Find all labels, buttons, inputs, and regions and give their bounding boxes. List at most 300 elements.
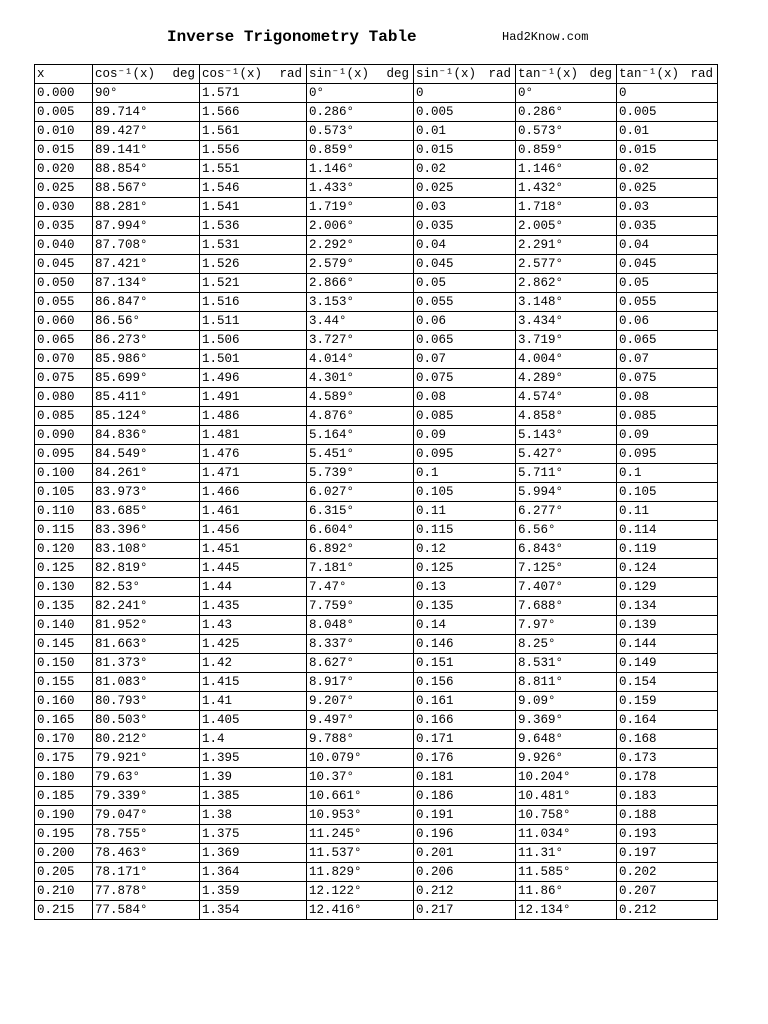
- table-cell: 0°: [307, 84, 414, 103]
- table-cell: 0.075: [414, 369, 516, 388]
- table-cell: 0.05: [414, 274, 516, 293]
- table-cell: 0.859°: [516, 141, 617, 160]
- table-row: [35, 103, 718, 122]
- table-row: [35, 863, 718, 882]
- table-cell: 2.577°: [516, 255, 617, 274]
- table-cell: 0.055: [617, 293, 718, 312]
- table-cell: 0.01: [414, 122, 516, 141]
- table-cell: 80.503°: [93, 711, 200, 730]
- table-cell: 12.134°: [516, 901, 617, 920]
- table-cell: 0.185: [35, 787, 93, 806]
- table-cell: 83.396°: [93, 521, 200, 540]
- table-cell: 0.065: [414, 331, 516, 350]
- table-cell: 5.994°: [516, 483, 617, 502]
- table-row: [35, 616, 718, 635]
- page-title: Inverse Trigonometry Table: [167, 28, 417, 46]
- table-cell: 1.481: [200, 426, 307, 445]
- table-cell: 88.854°: [93, 160, 200, 179]
- table-cell: 5.164°: [307, 426, 414, 445]
- table-cell: 0.175: [35, 749, 93, 768]
- table-cell: 12.416°: [307, 901, 414, 920]
- table-cell: 0: [414, 84, 516, 103]
- table-cell: 0.176: [414, 749, 516, 768]
- table-row: [35, 179, 718, 198]
- table-cell: 0.573°: [516, 122, 617, 141]
- table-cell: 0.07: [414, 350, 516, 369]
- table-cell: 0.015: [617, 141, 718, 160]
- table-cell: 0.035: [414, 217, 516, 236]
- table-cell: 1.359: [200, 882, 307, 901]
- table-cell: 0.005: [617, 103, 718, 122]
- table-cell: 0.090: [35, 426, 93, 445]
- column-header-acos-deg: cos⁻¹(x) deg: [93, 65, 200, 84]
- table-cell: 79.63°: [93, 768, 200, 787]
- table-cell: 11.537°: [307, 844, 414, 863]
- table-cell: 0.005: [35, 103, 93, 122]
- table-cell: 1.571: [200, 84, 307, 103]
- column-header-atan-rad: tan⁻¹(x) rad: [617, 65, 718, 84]
- table-cell: 0.1: [414, 464, 516, 483]
- table-cell: 0.183: [617, 787, 718, 806]
- table-cell: 5.711°: [516, 464, 617, 483]
- table-row: [35, 255, 718, 274]
- table-cell: 0.173: [617, 749, 718, 768]
- table-cell: 1.39: [200, 768, 307, 787]
- table-cell: 9.788°: [307, 730, 414, 749]
- table-cell: 79.339°: [93, 787, 200, 806]
- inverse-trig-table: [34, 64, 718, 920]
- table-cell: 0.188: [617, 806, 718, 825]
- table-row: [35, 749, 718, 768]
- table-cell: 0.140: [35, 616, 93, 635]
- table-cell: 1.556: [200, 141, 307, 160]
- table-cell: 7.97°: [516, 616, 617, 635]
- table-cell: 0.015: [414, 141, 516, 160]
- table-row: [35, 711, 718, 730]
- table-cell: 78.463°: [93, 844, 200, 863]
- table-cell: 0.060: [35, 312, 93, 331]
- table-cell: 5.427°: [516, 445, 617, 464]
- table-cell: 6.892°: [307, 540, 414, 559]
- table-cell: 0.13: [414, 578, 516, 597]
- table-cell: 83.108°: [93, 540, 200, 559]
- table-cell: 0.146: [414, 635, 516, 654]
- table-cell: 8.811°: [516, 673, 617, 692]
- table-cell: 1.719°: [307, 198, 414, 217]
- table-cell: 0.005: [414, 103, 516, 122]
- table-row: [35, 388, 718, 407]
- table-row: [35, 141, 718, 160]
- table-cell: 0.202: [617, 863, 718, 882]
- table-cell: 1.4: [200, 730, 307, 749]
- table-cell: 0.115: [414, 521, 516, 540]
- table-cell: 0.150: [35, 654, 93, 673]
- table-cell: 1.41: [200, 692, 307, 711]
- table-cell: 1.486: [200, 407, 307, 426]
- table-cell: 1.541: [200, 198, 307, 217]
- table-cell: 0.07: [617, 350, 718, 369]
- table-body: [35, 84, 718, 920]
- table-cell: 89.427°: [93, 122, 200, 141]
- table-row: [35, 274, 718, 293]
- table-cell: 7.407°: [516, 578, 617, 597]
- table-cell: 83.973°: [93, 483, 200, 502]
- table-cell: 81.663°: [93, 635, 200, 654]
- table-cell: 0.180: [35, 768, 93, 787]
- table-cell: 0.168: [617, 730, 718, 749]
- table-row: [35, 730, 718, 749]
- table-row: [35, 369, 718, 388]
- table-cell: 9.369°: [516, 711, 617, 730]
- table-row: [35, 293, 718, 312]
- table-cell: 0.14: [414, 616, 516, 635]
- table-cell: 0.105: [414, 483, 516, 502]
- table-cell: 11.86°: [516, 882, 617, 901]
- table-cell: 88.567°: [93, 179, 200, 198]
- table-cell: 82.241°: [93, 597, 200, 616]
- table-cell: 8.337°: [307, 635, 414, 654]
- table-cell: 0.135: [414, 597, 516, 616]
- table-cell: 1.456: [200, 521, 307, 540]
- table-cell: 81.373°: [93, 654, 200, 673]
- table-cell: 81.083°: [93, 673, 200, 692]
- table-cell: 0.000: [35, 84, 93, 103]
- table-cell: 1.476: [200, 445, 307, 464]
- table-row: [35, 901, 718, 920]
- table-cell: 11.034°: [516, 825, 617, 844]
- table-cell: 0.207: [617, 882, 718, 901]
- table-cell: 6.604°: [307, 521, 414, 540]
- table-cell: 0.110: [35, 502, 93, 521]
- table-cell: 0.045: [414, 255, 516, 274]
- table-cell: 0.035: [617, 217, 718, 236]
- table-cell: 3.727°: [307, 331, 414, 350]
- table-row: [35, 692, 718, 711]
- table-cell: 1.526: [200, 255, 307, 274]
- table-cell: 7.688°: [516, 597, 617, 616]
- table-cell: 78.171°: [93, 863, 200, 882]
- table-cell: 0.114: [617, 521, 718, 540]
- table-cell: 1.38: [200, 806, 307, 825]
- table-cell: 7.181°: [307, 559, 414, 578]
- table-cell: 0.055: [35, 293, 93, 312]
- table-cell: 1.432°: [516, 179, 617, 198]
- table-cell: 0.166: [414, 711, 516, 730]
- table-cell: 1.375: [200, 825, 307, 844]
- table-cell: 0.125: [414, 559, 516, 578]
- table-row: [35, 445, 718, 464]
- table-cell: 1.471: [200, 464, 307, 483]
- table-cell: 0.196: [414, 825, 516, 844]
- table-cell: 1.561: [200, 122, 307, 141]
- table-cell: 2.579°: [307, 255, 414, 274]
- table-cell: 4.004°: [516, 350, 617, 369]
- table-cell: 8.917°: [307, 673, 414, 692]
- table-cell: 0.085: [35, 407, 93, 426]
- table-cell: 89.141°: [93, 141, 200, 160]
- table-cell: 1.385: [200, 787, 307, 806]
- table-cell: 1.425: [200, 635, 307, 654]
- table-cell: 0.130: [35, 578, 93, 597]
- table-cell: 1.433°: [307, 179, 414, 198]
- table-cell: 4.876°: [307, 407, 414, 426]
- table-cell: 0.085: [414, 407, 516, 426]
- table-row: [35, 331, 718, 350]
- table-cell: 0.095: [414, 445, 516, 464]
- table-cell: 78.755°: [93, 825, 200, 844]
- table-cell: 6.027°: [307, 483, 414, 502]
- table-cell: 0.095: [617, 445, 718, 464]
- table-row: [35, 312, 718, 331]
- table-cell: 10.758°: [516, 806, 617, 825]
- table-cell: 0.04: [414, 236, 516, 255]
- table-cell: 11.829°: [307, 863, 414, 882]
- table-cell: 0.1: [617, 464, 718, 483]
- table-cell: 0.075: [617, 369, 718, 388]
- table-cell: 0.065: [617, 331, 718, 350]
- table-header-row: [35, 65, 718, 84]
- table-cell: 0.115: [35, 521, 93, 540]
- table-row: [35, 787, 718, 806]
- column-header-asin-deg: sin⁻¹(x) deg: [307, 65, 414, 84]
- table-row: [35, 483, 718, 502]
- table-cell: 1.451: [200, 540, 307, 559]
- table-cell: 1.551: [200, 160, 307, 179]
- table-row: [35, 407, 718, 426]
- table-cell: 1.146°: [307, 160, 414, 179]
- table-cell: 84.261°: [93, 464, 200, 483]
- table-cell: 0.286°: [307, 103, 414, 122]
- table-cell: 8.531°: [516, 654, 617, 673]
- table-cell: 0.08: [617, 388, 718, 407]
- table-cell: 10.37°: [307, 768, 414, 787]
- table-row: [35, 806, 718, 825]
- table-cell: 84.549°: [93, 445, 200, 464]
- table-cell: 1.501: [200, 350, 307, 369]
- table-cell: 0.135: [35, 597, 93, 616]
- table-cell: 79.921°: [93, 749, 200, 768]
- table-cell: 1.466: [200, 483, 307, 502]
- table-cell: 8.25°: [516, 635, 617, 654]
- table-cell: 5.143°: [516, 426, 617, 445]
- table-cell: 0.095: [35, 445, 93, 464]
- table-cell: 7.759°: [307, 597, 414, 616]
- table-cell: 0.100: [35, 464, 93, 483]
- table-cell: 1.516: [200, 293, 307, 312]
- table-cell: 2.862°: [516, 274, 617, 293]
- table-cell: 7.47°: [307, 578, 414, 597]
- table-cell: 0°: [516, 84, 617, 103]
- table-cell: 0.075: [35, 369, 93, 388]
- table-cell: 0.573°: [307, 122, 414, 141]
- table-cell: 0.070: [35, 350, 93, 369]
- table-cell: 0.217: [414, 901, 516, 920]
- site-name: Had2Know.com: [502, 30, 589, 44]
- table-cell: 4.858°: [516, 407, 617, 426]
- table-row: [35, 654, 718, 673]
- table-cell: 0.03: [617, 198, 718, 217]
- table-cell: 1.506: [200, 331, 307, 350]
- table-cell: 0.859°: [307, 141, 414, 160]
- table-cell: 0.159: [617, 692, 718, 711]
- table-cell: 81.952°: [93, 616, 200, 635]
- table-cell: 2.005°: [516, 217, 617, 236]
- table-row: [35, 521, 718, 540]
- table-cell: 0.015: [35, 141, 93, 160]
- table-cell: 9.648°: [516, 730, 617, 749]
- table-cell: 87.708°: [93, 236, 200, 255]
- column-header-x: x: [35, 65, 93, 84]
- table-cell: 0.025: [414, 179, 516, 198]
- table-cell: 0.151: [414, 654, 516, 673]
- table-row: [35, 236, 718, 255]
- table-cell: 1.42: [200, 654, 307, 673]
- table-cell: 6.843°: [516, 540, 617, 559]
- table-cell: 80.793°: [93, 692, 200, 711]
- table-cell: 83.685°: [93, 502, 200, 521]
- table-cell: 0.161: [414, 692, 516, 711]
- table-cell: 0.206: [414, 863, 516, 882]
- table-cell: 0.12: [414, 540, 516, 559]
- table-cell: 2.006°: [307, 217, 414, 236]
- table-cell: 1.146°: [516, 160, 617, 179]
- table-cell: 3.434°: [516, 312, 617, 331]
- table-cell: 86.56°: [93, 312, 200, 331]
- table-cell: 4.289°: [516, 369, 617, 388]
- table-cell: 0.210: [35, 882, 93, 901]
- table-cell: 85.699°: [93, 369, 200, 388]
- table-cell: 84.836°: [93, 426, 200, 445]
- table-cell: 3.148°: [516, 293, 617, 312]
- table-cell: 4.589°: [307, 388, 414, 407]
- table-cell: 11.245°: [307, 825, 414, 844]
- table-cell: 0.11: [414, 502, 516, 521]
- table-cell: 1.395: [200, 749, 307, 768]
- table-row: [35, 198, 718, 217]
- table-cell: 0.212: [414, 882, 516, 901]
- table-cell: 10.953°: [307, 806, 414, 825]
- table-cell: 0.120: [35, 540, 93, 559]
- table-cell: 0.045: [617, 255, 718, 274]
- table-cell: 4.301°: [307, 369, 414, 388]
- table-cell: 0.134: [617, 597, 718, 616]
- page-header: [0, 26, 768, 50]
- table-cell: 77.584°: [93, 901, 200, 920]
- table-cell: 1.43: [200, 616, 307, 635]
- table-cell: 85.411°: [93, 388, 200, 407]
- table-cell: 1.415: [200, 673, 307, 692]
- table-row: [35, 160, 718, 179]
- table-cell: 0.09: [617, 426, 718, 445]
- table-cell: 0.139: [617, 616, 718, 635]
- table-cell: 0.020: [35, 160, 93, 179]
- table-row: [35, 464, 718, 483]
- table-cell: 0.08: [414, 388, 516, 407]
- table-cell: 0.195: [35, 825, 93, 844]
- table-cell: 0.205: [35, 863, 93, 882]
- table-cell: 79.047°: [93, 806, 200, 825]
- table-cell: 0.181: [414, 768, 516, 787]
- table-cell: 0.02: [414, 160, 516, 179]
- table-cell: 82.819°: [93, 559, 200, 578]
- table-row: [35, 540, 718, 559]
- table-cell: 1.369: [200, 844, 307, 863]
- table-cell: 0.010: [35, 122, 93, 141]
- table-cell: 0.212: [617, 901, 718, 920]
- table-cell: 4.574°: [516, 388, 617, 407]
- table-cell: 0.105: [617, 483, 718, 502]
- table-cell: 0.160: [35, 692, 93, 711]
- table-cell: 0.155: [35, 673, 93, 692]
- table-cell: 0.119: [617, 540, 718, 559]
- table-cell: 0.129: [617, 578, 718, 597]
- table-cell: 0.11: [617, 502, 718, 521]
- table-cell: 1.511: [200, 312, 307, 331]
- table-cell: 86.273°: [93, 331, 200, 350]
- table-cell: 0.025: [35, 179, 93, 198]
- table-cell: 4.014°: [307, 350, 414, 369]
- table-cell: 80.212°: [93, 730, 200, 749]
- table-cell: 8.048°: [307, 616, 414, 635]
- table-cell: 0.190: [35, 806, 93, 825]
- table-cell: 0.144: [617, 635, 718, 654]
- table-cell: 11.585°: [516, 863, 617, 882]
- table-cell: 0.045: [35, 255, 93, 274]
- table-cell: 0.05: [617, 274, 718, 293]
- table-cell: 87.134°: [93, 274, 200, 293]
- table-cell: 0.178: [617, 768, 718, 787]
- table-cell: 0.02: [617, 160, 718, 179]
- table-cell: 10.481°: [516, 787, 617, 806]
- table-cell: 1.44: [200, 578, 307, 597]
- table-cell: 6.56°: [516, 521, 617, 540]
- table-row: [35, 844, 718, 863]
- table-cell: 10.204°: [516, 768, 617, 787]
- table-row: [35, 597, 718, 616]
- table-cell: 1.354: [200, 901, 307, 920]
- column-header-atan-deg: tan⁻¹(x) deg: [516, 65, 617, 84]
- table-cell: 0.055: [414, 293, 516, 312]
- table-cell: 0.050: [35, 274, 93, 293]
- table-cell: 88.281°: [93, 198, 200, 217]
- table-cell: 1.521: [200, 274, 307, 293]
- table-cell: 3.153°: [307, 293, 414, 312]
- table-cell: 0.165: [35, 711, 93, 730]
- table-cell: 0.04: [617, 236, 718, 255]
- table-row: [35, 426, 718, 445]
- table-cell: 0.030: [35, 198, 93, 217]
- table-cell: 9.207°: [307, 692, 414, 711]
- table-cell: 5.451°: [307, 445, 414, 464]
- table-cell: 0.149: [617, 654, 718, 673]
- table-cell: 0.01: [617, 122, 718, 141]
- table-cell: 0.197: [617, 844, 718, 863]
- table-cell: 8.627°: [307, 654, 414, 673]
- table-cell: 82.53°: [93, 578, 200, 597]
- table-cell: 3.44°: [307, 312, 414, 331]
- table-cell: 0.191: [414, 806, 516, 825]
- table-row: [35, 578, 718, 597]
- table-row: [35, 217, 718, 236]
- table-cell: 10.661°: [307, 787, 414, 806]
- table-cell: 89.714°: [93, 103, 200, 122]
- table-row: [35, 122, 718, 141]
- table-row: [35, 350, 718, 369]
- table-cell: 2.291°: [516, 236, 617, 255]
- table-cell: 2.866°: [307, 274, 414, 293]
- table-cell: 0.171: [414, 730, 516, 749]
- table-cell: 6.277°: [516, 502, 617, 521]
